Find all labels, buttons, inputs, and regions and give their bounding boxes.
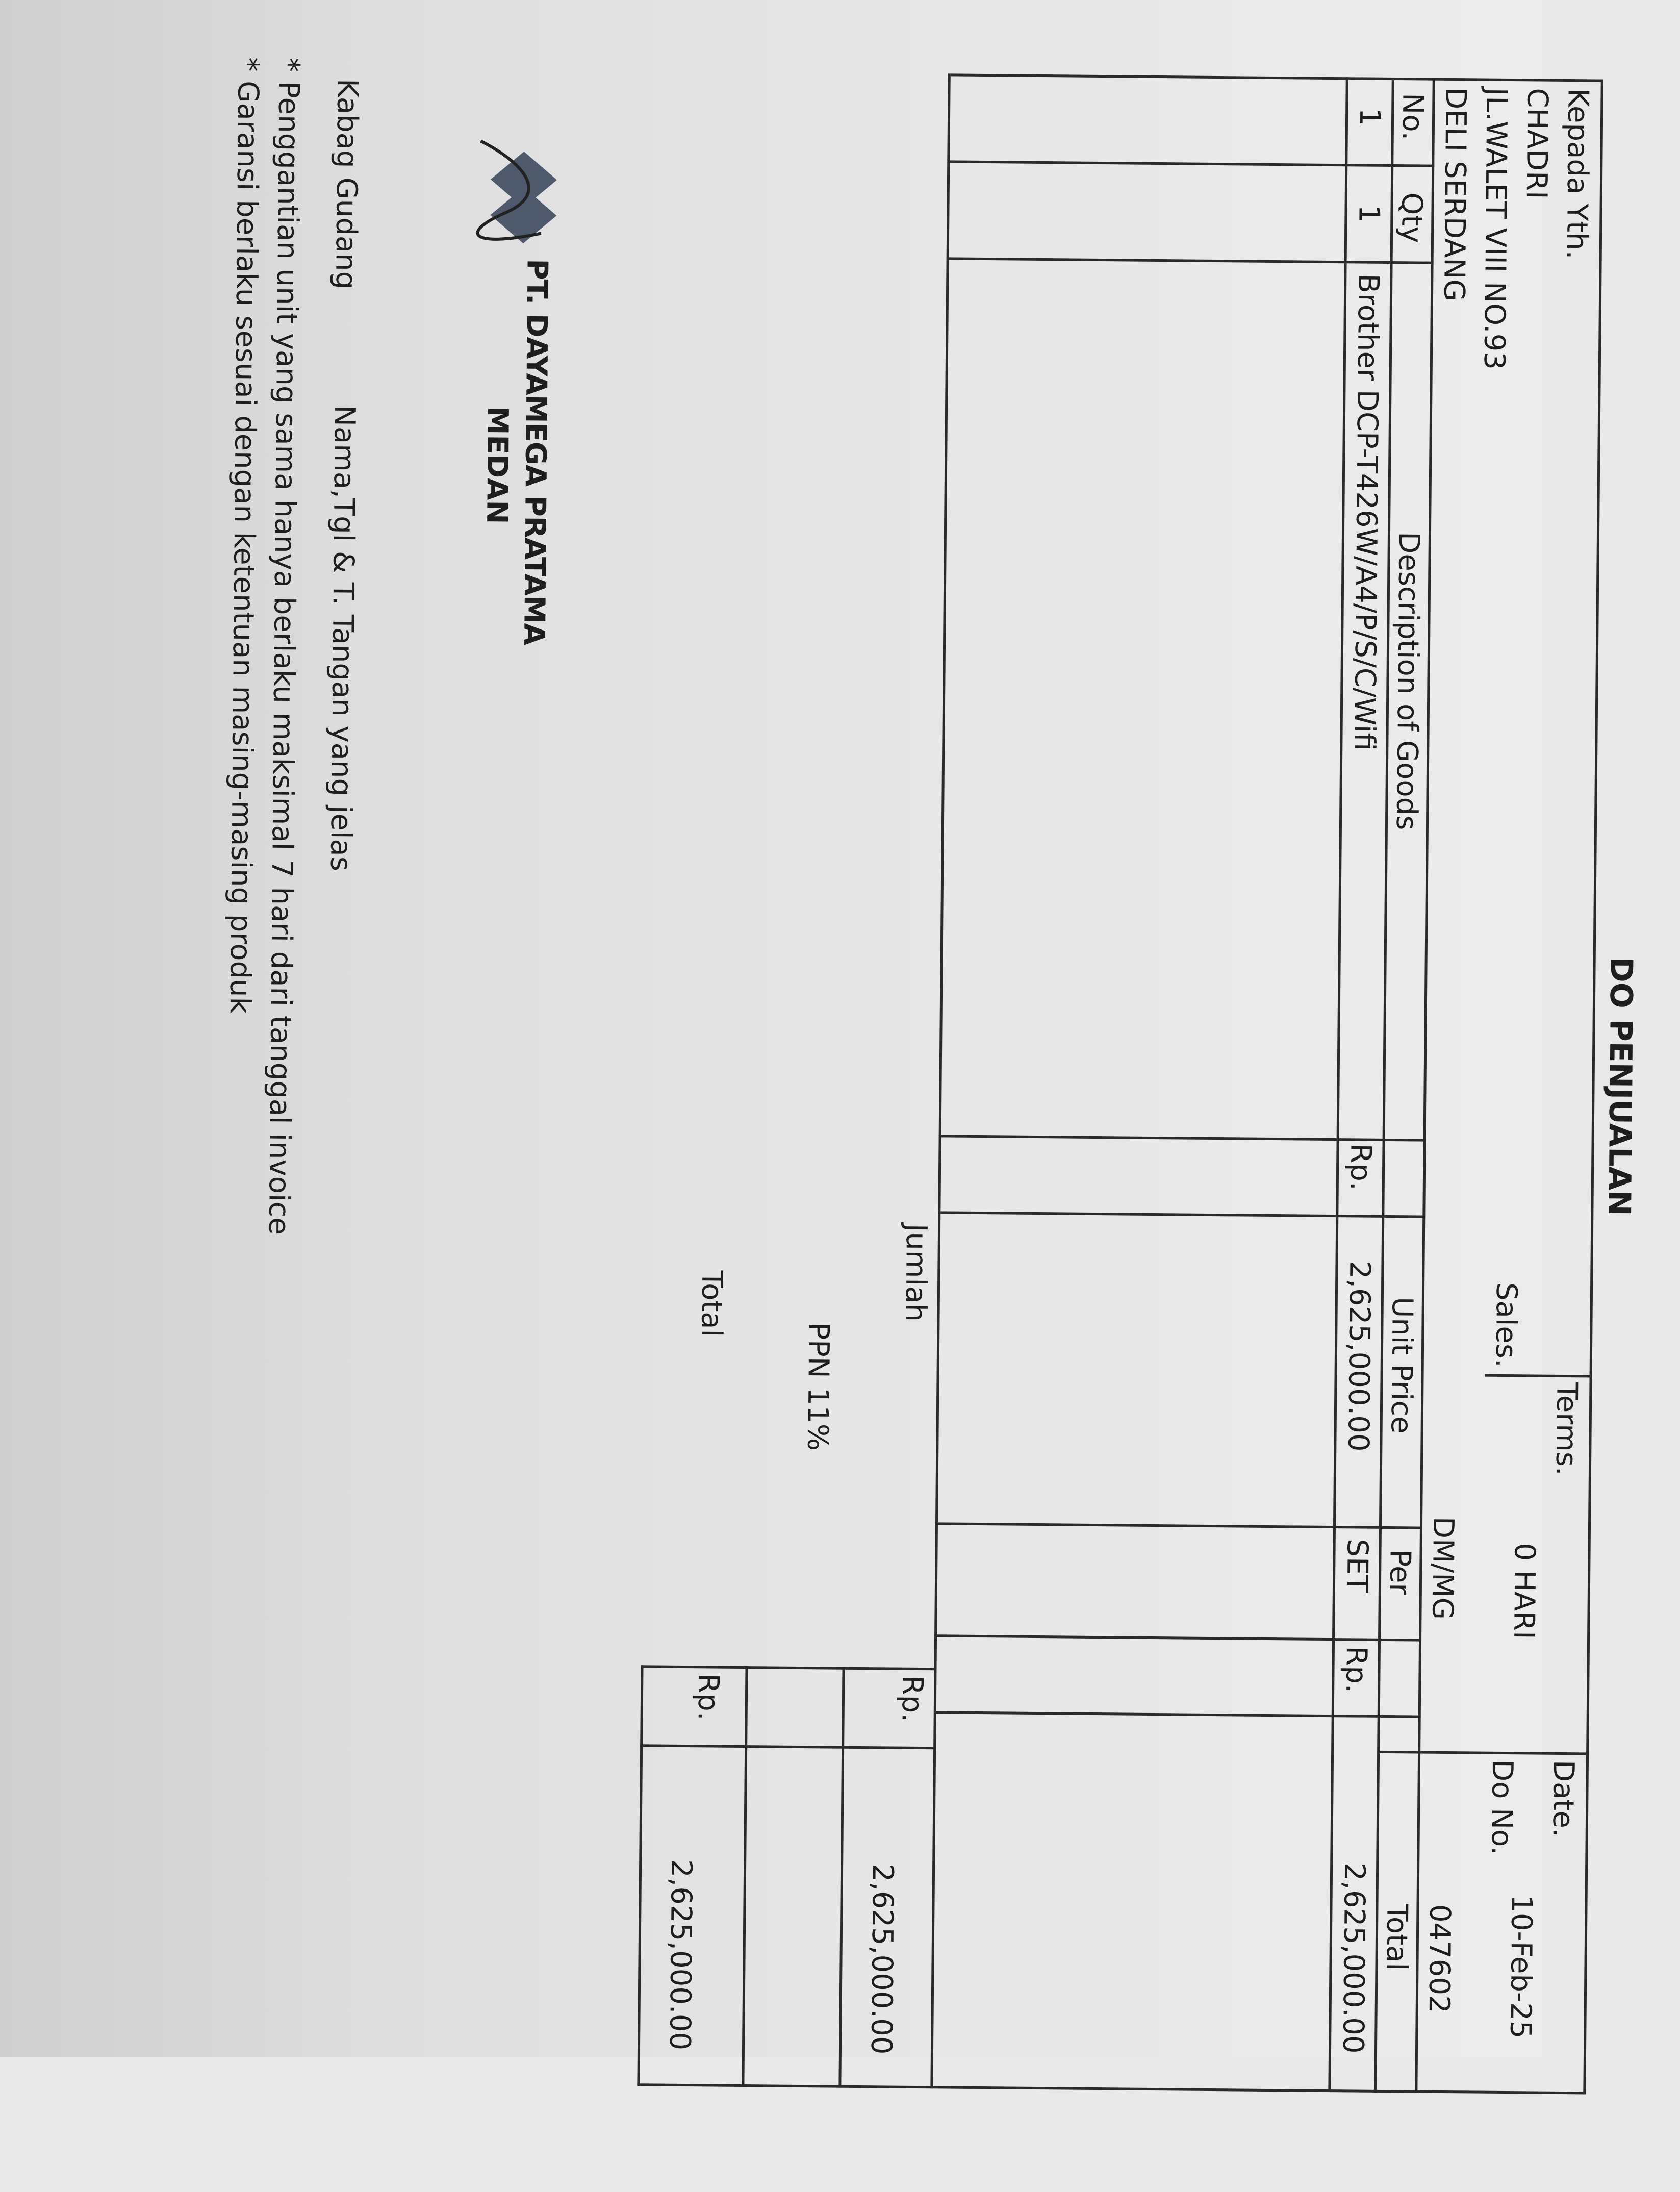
summary-line-1	[838, 1667, 845, 2088]
company-logo	[445, 131, 583, 693]
signature-instruction: Nama,Tgl & T. Tangan yang jelas	[324, 405, 362, 872]
total-currency: Rp.	[691, 1673, 725, 1721]
table-top-border	[1583, 80, 1603, 2095]
summary-line-2	[742, 1666, 748, 2087]
header-per: Per	[1383, 1549, 1417, 1595]
table-bottom-border	[930, 73, 950, 2088]
summary-bottom	[637, 1665, 643, 2086]
row-per: SET	[1340, 1539, 1374, 1593]
summary-left-border	[641, 1665, 937, 1670]
sales-value: DM/MG	[1426, 1516, 1460, 1620]
row-description: Brother DCP-T426W/A4/P/S/C/Wifi	[1347, 273, 1385, 751]
summary-mid-border	[640, 1744, 936, 1749]
jumlah-currency: Rp.	[895, 1675, 929, 1723]
row-currency: Rp.	[1343, 1143, 1378, 1191]
header-total: Total	[1380, 1903, 1414, 1971]
summary-right-border	[637, 2083, 933, 2088]
document-title: DO PENJUALAN	[1601, 956, 1639, 1216]
company-city: MEDAN	[480, 406, 515, 524]
table-right-border	[933, 2086, 1586, 2094]
row-total-currency: Rp.	[1339, 1646, 1373, 1694]
jumlah-label: Jumlah	[899, 1223, 933, 1322]
diamond-logo-icon	[465, 131, 583, 254]
ppn-label: PPN 11%	[801, 1322, 835, 1451]
date-label: Date.	[1546, 1759, 1580, 1837]
do-number-label: Do No.	[1485, 1759, 1519, 1856]
date-value: 10-Feb-25	[1504, 1895, 1538, 2039]
sales-label: Sales.	[1489, 1282, 1523, 1368]
row-qty: 1	[1352, 205, 1386, 223]
meta-divider-right	[1380, 1751, 1589, 1755]
row-total: 2,625,000.00	[1336, 1862, 1371, 2054]
jumlah-value: 2,625,000.00	[864, 1863, 900, 2055]
header-qty: Qty	[1394, 192, 1429, 243]
table-left-border	[951, 73, 1603, 82]
row-unit-price: 2,625,000.00	[1341, 1261, 1377, 1452]
company-name: PT. DAYAMEGA PRATAMA	[517, 259, 554, 645]
recipient-label: Kepada Yth.	[1560, 88, 1595, 260]
recipient-name: CHADRI	[1519, 88, 1554, 199]
col-divider-desc	[941, 1135, 1426, 1141]
meta-divider-left	[1485, 1374, 1592, 1378]
terms-value: 0 HARI	[1507, 1543, 1541, 1640]
delivery-order-document	[162, 36, 1680, 2191]
note-replacement: * Penggantian unit yang sama hanya berlaku maksimal 7 hari dari tanggal invoice	[262, 57, 306, 1235]
total-label: Total	[695, 1270, 729, 1338]
do-number-value: 047602	[1422, 1904, 1457, 2013]
col-divider-per	[937, 1634, 1421, 1641]
col-divider-total-rp	[936, 1711, 1421, 1718]
item-row-bottom	[1328, 77, 1348, 2092]
recipient-address: JL.WALET VIII NO.93	[1477, 87, 1513, 370]
col-divider-rp	[940, 1211, 1425, 1218]
terms-label: Terms.	[1549, 1382, 1584, 1476]
note-warranty: * Garansi berlaku sesuai dengan ketentuan masing-masing produk	[223, 57, 265, 1014]
col-divider-qty	[949, 257, 1434, 264]
row-no: 1	[1353, 108, 1387, 127]
header-no: No.	[1395, 93, 1430, 141]
header-row-top	[1415, 78, 1435, 2093]
header-unit-price: Unit Price	[1384, 1296, 1419, 1434]
col-divider-unit-price	[938, 1522, 1422, 1529]
header-description: Description of Goods	[1389, 532, 1426, 830]
signature-role: Kabag Gudang	[329, 78, 364, 290]
total-value: 2,625,000.00	[663, 1859, 698, 2051]
recipient-city: DELI SERDANG	[1437, 87, 1472, 301]
col-divider-no	[950, 160, 1434, 167]
